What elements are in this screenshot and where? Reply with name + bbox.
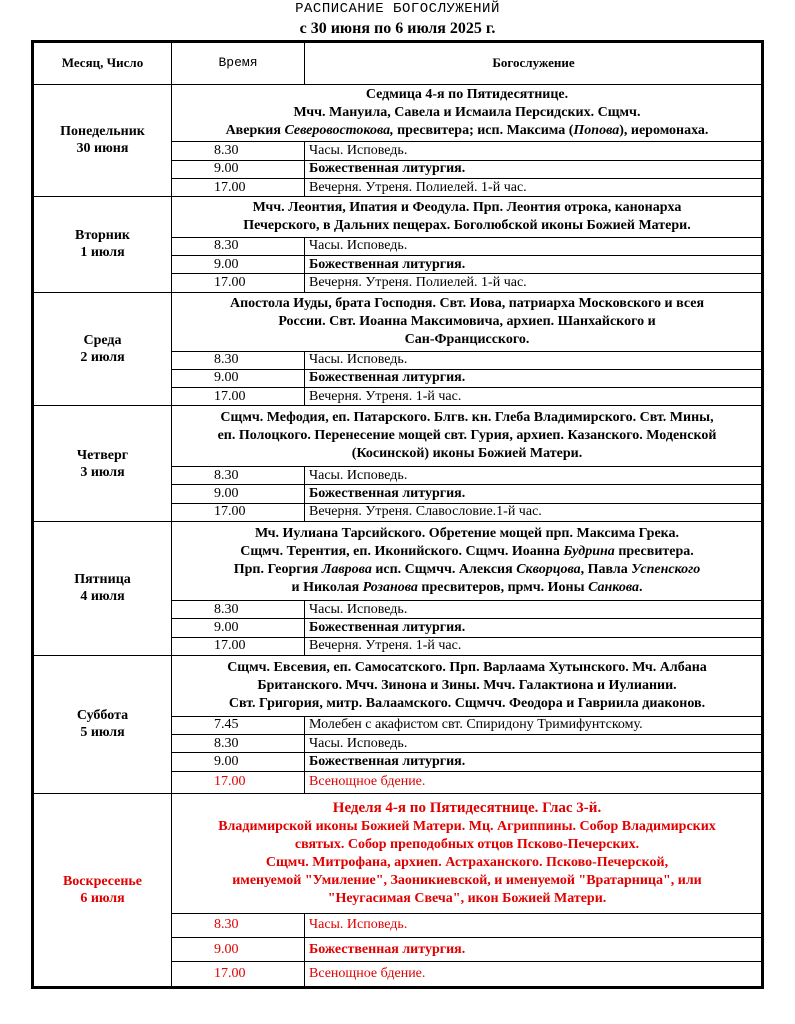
- feast-line: [176, 561, 758, 579]
- service-time: 17.00: [172, 388, 305, 406]
- feast-text: Сщмч. Терентия, еп. Иконийского. Сщмч. Иоанна: [240, 544, 564, 560]
- service-time: 17.00: [172, 178, 305, 196]
- day-date: 4 июля: [80, 589, 125, 605]
- feast-line: [176, 295, 758, 313]
- service-time: 8.30: [172, 467, 305, 485]
- feast-description: [172, 793, 763, 913]
- feast-line: [176, 836, 758, 854]
- day-feast-row: [34, 292, 763, 351]
- service-name: Божественная литургия.: [305, 619, 763, 637]
- table-header-row: [34, 43, 763, 85]
- service-time: 8.30: [172, 142, 305, 160]
- feast-name-italic: Северовостокова,: [284, 123, 394, 139]
- feast-line: [176, 890, 758, 908]
- feast-name-italic: Лаврова: [321, 562, 372, 578]
- feast-line: [176, 854, 758, 872]
- day-feast-row: [34, 406, 763, 467]
- feast-line: [176, 104, 758, 122]
- feast-line: [176, 799, 758, 818]
- feast-line: [176, 217, 758, 235]
- service-time: 9.00: [172, 485, 305, 503]
- column-header-service: Богослужение: [305, 43, 763, 85]
- feast-text: Аверкия: [225, 123, 285, 139]
- day-name: Вторник: [74, 228, 130, 244]
- feast-text: Сщмч. Митрофана, архиеп. Астраханского. Псково-Печерской,: [265, 854, 669, 870]
- service-name: Божественная литургия.: [305, 485, 763, 503]
- schedule-table: [33, 42, 763, 987]
- service-time: 9.00: [172, 160, 305, 178]
- feast-text: , Павла: [580, 562, 632, 578]
- service-name: Вечерня. Утреня. Полиелей. 1-й час.: [305, 178, 763, 196]
- service-name: Божественная литургия.: [305, 256, 763, 274]
- service-time: 8.30: [172, 735, 305, 753]
- feast-line: [176, 409, 758, 427]
- feast-text: России. Свт. Иоанна Максимовича, архиеп. Шанхайского и: [278, 313, 656, 329]
- feast-text: .: [639, 580, 643, 596]
- feast-description: [172, 84, 763, 142]
- feast-description: [172, 655, 763, 716]
- feast-name-italic: Будрина: [563, 544, 615, 560]
- day-date: 5 июля: [80, 725, 125, 741]
- day-feast-row: [34, 521, 763, 600]
- feast-text: пресвитера; исп. Максима (: [393, 123, 574, 139]
- service-name: Вечерня. Утреня. Полиелей. 1-й час.: [305, 274, 763, 292]
- feast-name-italic: Скворцова: [516, 562, 581, 578]
- feast-line: [176, 818, 758, 836]
- day-date: 30 июня: [76, 141, 129, 157]
- feast-text: Владимирской иконы Божией Матери. Мц. Агриппины. Собор Владимирских: [218, 818, 716, 834]
- service-time: 9.00: [172, 619, 305, 637]
- service-name: Божественная литургия.: [305, 369, 763, 387]
- feast-line: [176, 695, 758, 713]
- service-name: Часы. Исповедь.: [305, 601, 763, 619]
- day-name: Понедельник: [60, 124, 145, 140]
- day-cell: [34, 84, 172, 197]
- service-name: Божественная литургия.: [305, 160, 763, 178]
- feast-line: [176, 86, 758, 104]
- service-name: Часы. Исповедь.: [305, 467, 763, 485]
- feast-name-italic: Розанова: [362, 580, 418, 596]
- day-cell: [34, 793, 172, 986]
- feast-text: Апостола Иуды, брата Господня. Свт. Иова, патриарха Московского и всея: [229, 295, 705, 311]
- service-name: Всенощное бдение.: [305, 962, 763, 987]
- day-date: 6 июля: [80, 890, 125, 906]
- service-time: 8.30: [172, 601, 305, 619]
- column-header-date: Месяц, Число: [34, 43, 172, 85]
- feast-text: Мчч. Леонтия, Ипатия и Феодула. Прп. Леонтия отрока, канонарха: [252, 200, 682, 216]
- feast-text: ), иеромонаха.: [619, 123, 709, 139]
- feast-text: Прп. Георгия: [233, 562, 322, 578]
- feast-description: [172, 292, 763, 351]
- feast-line: [176, 677, 758, 695]
- service-name: Вечерня. Утреня. 1-й час.: [305, 637, 763, 655]
- day-cell: [34, 406, 172, 522]
- feast-text: святых. Собор преподобных отцов Псково-Печерских.: [294, 836, 640, 852]
- feast-description: [172, 406, 763, 467]
- service-name: Вечерня. Утреня. Славословие.1-й час.: [305, 503, 763, 521]
- feast-text: пресвитера.: [614, 544, 694, 560]
- service-time: 9.00: [172, 753, 305, 771]
- service-name: Часы. Исповедь.: [305, 237, 763, 255]
- feast-text: "Неугасимая Свеча", икон Божией Матери.: [327, 890, 607, 906]
- feast-line: [176, 543, 758, 561]
- service-time: 8.30: [172, 351, 305, 369]
- service-name: Часы. Исповедь.: [305, 142, 763, 160]
- day-cell: [34, 197, 172, 292]
- feast-text: Мчч. Мануила, Савела и Исмаила Персидских. Сщмч.: [293, 105, 641, 121]
- service-name: Часы. Исповедь.: [305, 735, 763, 753]
- feast-line: [176, 579, 758, 597]
- feast-text: Печерского, в Дальних пещерах. Боголюбской иконы Божией Матери.: [243, 218, 691, 234]
- feast-description: [172, 521, 763, 600]
- day-date: 2 июля: [80, 349, 125, 365]
- service-time: 8.30: [172, 237, 305, 255]
- service-name: Божественная литургия.: [305, 753, 763, 771]
- feast-line: [176, 199, 758, 217]
- feast-line: [176, 445, 758, 463]
- schedule-title: РАСПИСАНИЕ БОГОСЛУЖЕНИЙ: [295, 1, 500, 17]
- service-name: Молебен с акафистом свт. Спиридону Тримифунтскому.: [305, 716, 763, 734]
- service-time: 7.45: [172, 716, 305, 734]
- service-time: 9.00: [172, 369, 305, 387]
- feast-text: Сан-Францисского.: [404, 331, 530, 347]
- day-name: Суббота: [76, 708, 129, 724]
- feast-text: пресвитеров, прмч. Ионы: [417, 580, 589, 596]
- service-name: Божественная литургия.: [305, 938, 763, 962]
- feast-text: исп. Сщмчч. Алексия: [371, 562, 517, 578]
- day-name: Четверг: [76, 447, 129, 463]
- schedule-date-range: с 30 июня по 6 июля 2025 г.: [299, 20, 496, 37]
- feast-line: [176, 313, 758, 331]
- day-feast-row: [34, 655, 763, 716]
- service-time: 17.00: [172, 771, 305, 793]
- service-name: Часы. Исповедь.: [305, 913, 763, 937]
- day-date: 1 июля: [80, 245, 125, 261]
- feast-text: Сщмч. Мефодия, еп. Патарского. Блгв. кн. Глеба Владимирского. Свт. Мины,: [220, 410, 714, 426]
- feast-text: Британского. Мчч. Зинона и Зины. Мчч. Галактиона и Иулиании.: [257, 677, 677, 693]
- feast-text: и Николая: [291, 580, 363, 596]
- service-time: 17.00: [172, 503, 305, 521]
- service-time: 17.00: [172, 962, 305, 987]
- service-time: 17.00: [172, 274, 305, 292]
- service-time: 9.00: [172, 256, 305, 274]
- feast-text: (Косинской) иконы Божией Матери.: [351, 446, 583, 462]
- feast-line: [176, 427, 758, 445]
- feast-text: Мч. Иулиана Тарсийского. Обретение мощей прп. Максима Грека.: [254, 526, 680, 542]
- service-name: Вечерня. Утреня. 1-й час.: [305, 388, 763, 406]
- feast-line: [176, 331, 758, 349]
- feast-name-italic: Санкова: [588, 580, 639, 596]
- feast-text: Свт. Григория, митр. Валаамского. Сщмчч. Феодора и Гавриила диаконов.: [228, 695, 706, 711]
- feast-line: [176, 872, 758, 890]
- feast-line: [176, 659, 758, 677]
- feast-line: [176, 122, 758, 140]
- day-name: Пятница: [74, 572, 131, 588]
- day-cell: [34, 521, 172, 655]
- feast-text: еп. Полоцкого. Перенесение мощей свт. Гурия, архиеп. Казанского. Моденской: [217, 428, 717, 444]
- service-time: 9.00: [172, 938, 305, 962]
- day-feast-row: [34, 793, 763, 913]
- feast-name-italic: Попова: [573, 123, 620, 139]
- service-time: 8.30: [172, 913, 305, 937]
- feast-name-italic: Успенского: [631, 562, 701, 578]
- feast-text: Неделя 4-я по Пятидесятнице. Глас 3-й.: [332, 799, 602, 816]
- day-date: 3 июля: [80, 464, 125, 480]
- feast-text: Седмица 4-я по Пятидесятнице.: [365, 87, 569, 103]
- feast-text: именуемой "Умиление", Заоникиевской, и именуемой "Вратарница", или: [232, 872, 702, 888]
- day-name: Воскресенье: [62, 873, 143, 889]
- column-header-time: Время: [172, 43, 305, 85]
- service-name: Часы. Исповедь.: [305, 351, 763, 369]
- feast-text: Сщмч. Евсевия, еп. Самосатского. Прп. Варлаама Хутынского. Мч. Албана: [227, 659, 707, 675]
- day-name: Среда: [83, 332, 122, 348]
- day-cell: [34, 655, 172, 793]
- service-time: 17.00: [172, 637, 305, 655]
- feast-description: [172, 197, 763, 238]
- day-feast-row: [34, 84, 763, 142]
- feast-line: [176, 525, 758, 543]
- service-name: Всенощное бдение.: [305, 771, 763, 793]
- day-feast-row: [34, 197, 763, 238]
- day-cell: [34, 292, 172, 406]
